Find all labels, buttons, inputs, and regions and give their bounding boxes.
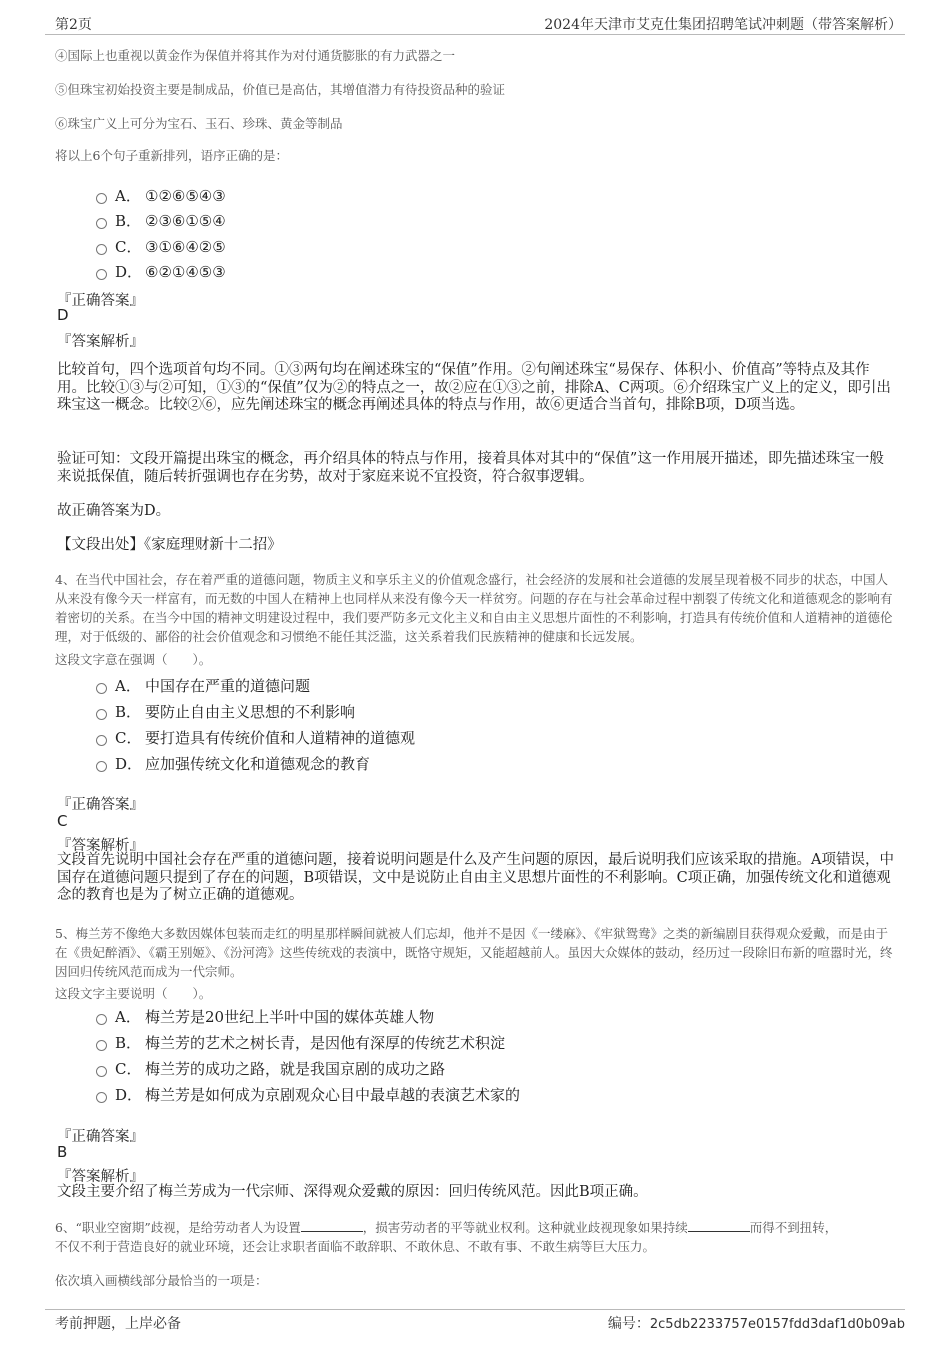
option-text: 梅兰芳的成功之路，就是我国京剧的成功之路 xyxy=(145,1060,446,1078)
q5-answer: B xyxy=(57,1143,68,1161)
q3-statement-4: ④国际上也重视以黄金作为保值并将其作为对付通货膨胀的有力武器之一 xyxy=(55,48,456,63)
radio-icon[interactable] xyxy=(96,269,107,280)
radio-icon[interactable] xyxy=(96,735,107,746)
q3-option-d[interactable] xyxy=(96,261,226,282)
option-letter: A． xyxy=(115,677,141,695)
document-code xyxy=(608,1313,905,1333)
option-letter: D． xyxy=(115,1086,143,1104)
q5-option-c[interactable] xyxy=(96,1058,445,1079)
option-text: ①②⑥⑤④③ xyxy=(145,187,226,205)
q5-analysis: 文段主要介绍了梅兰芳成为一代宗师、深得观众爱戴的原因：回归传统风范。因此B项正确。 xyxy=(57,1184,648,1200)
q3-source: 【文段出处】《家庭理财新十二招》 xyxy=(57,537,282,553)
footer-divider xyxy=(45,1309,905,1310)
fill-blank-1[interactable] xyxy=(301,1219,363,1232)
page-number: 第2页 xyxy=(55,17,92,33)
radio-icon[interactable] xyxy=(96,244,107,255)
option-text: 梅兰芳是如何成为京剧观众心目中最卓越的表演艺术家的 xyxy=(145,1086,521,1104)
q4-analysis-label: 『答案解析』 xyxy=(57,838,144,854)
q3-option-a[interactable] xyxy=(96,185,226,206)
radio-icon[interactable] xyxy=(96,193,107,204)
q4-answer: C xyxy=(57,812,68,830)
q4-option-d[interactable] xyxy=(96,753,370,774)
q3-option-c[interactable] xyxy=(96,236,226,257)
q5-answer-label: 『正确答案』 xyxy=(57,1129,144,1145)
radio-icon[interactable] xyxy=(96,1092,107,1103)
q6-stem-part-3: 而得不到扭转， xyxy=(749,1220,838,1235)
q4-analysis: 文段首先说明中国社会存在严重的道德问题，接着说明问题是什么及产生问题的原因，最后说明我们应该采取的措施。A项错误，中国存在道德问题只提到了存在的问题，B项错误，文中是说防止自由主义思想片面性的不利影响。C项正确，加强传统文化和道德观念的教育也是为了树立正确的道德观。 xyxy=(57,852,894,903)
option-text: 中国存在严重的道德问题 xyxy=(145,677,311,695)
option-text: 应加强传统文化和道德观念的教育 xyxy=(145,755,371,773)
q3-prompt: 将以上6个句子重新排列，语序正确的是： xyxy=(55,148,288,163)
option-letter: D． xyxy=(115,263,143,281)
q5-option-b[interactable] xyxy=(96,1032,505,1053)
q6-stem xyxy=(55,1218,900,1256)
q4-answer-label: 『正确答案』 xyxy=(57,797,144,813)
q6-prompt: 依次填入画横线部分最恰当的一项是： xyxy=(55,1273,268,1288)
document-code-label: 编号： xyxy=(607,1316,650,1332)
q3-statement-6: ⑥珠宝广义上可分为宝石、玉石、珍珠、黄金等制品 xyxy=(55,116,343,131)
q3-option-b[interactable] xyxy=(96,210,226,231)
q5-prompt: 这段文字主要说明（ ）。 xyxy=(55,986,212,1001)
option-letter: C． xyxy=(115,238,142,256)
option-letter: B． xyxy=(115,1034,142,1052)
q4-prompt: 这段文字意在强调（ ）。 xyxy=(55,652,212,667)
q5-option-a[interactable] xyxy=(96,1006,434,1027)
q6-stem-part-1: 6、“职业空窗期”歧视，是给劳动者人为设置 xyxy=(55,1220,301,1235)
option-letter: A． xyxy=(115,187,141,205)
q3-answer: D xyxy=(57,306,69,324)
q4-option-b[interactable] xyxy=(96,701,355,722)
option-letter: D． xyxy=(115,755,143,773)
q3-analysis-paragraph-1: 比较首句，四个选项首句均不同。①③两句均在阐述珠宝的“保值”作用。②句阐述珠宝“易保存、体积小、价值高”等特点及其作用。比较①③与②可知，①③的“保值”仅为②的特点之一，故②应在①③之前，排除A、C两项。⑥介绍珠宝广义上的定义，即引出珠宝这一概念。比较②⑥，应先阐述珠宝的概念再阐述具体的特点与作用，故⑥更适合当首句，排除B项，D项当选。 xyxy=(57,362,891,413)
option-letter: C． xyxy=(115,1060,142,1078)
q3-analysis-paragraph-2: 验证可知：文段开篇提出珠宝的概念，再介绍具体的特点与作用，接着具体对其中的“保值”这一作用展开描述，即先描述珠宝一般来说抵保值，随后转折强调也存在劣势，故对于家庭来说不宜投资，符合叙事逻辑。 xyxy=(57,451,884,485)
document-code-value: 2c5db2233757e0157fdd3daf1d0b09ab xyxy=(649,1317,905,1332)
radio-icon[interactable] xyxy=(96,1040,107,1051)
q5-analysis-label: 『答案解析』 xyxy=(57,1169,144,1185)
radio-icon[interactable] xyxy=(96,709,107,720)
q3-statement-5: ⑤但珠宝初始投资主要是制成品，价值已是高估，其增值潜力有待投资品种的验证 xyxy=(55,82,506,97)
q4-option-c[interactable] xyxy=(96,727,415,748)
option-text: ⑥②①④⑤③ xyxy=(145,263,226,281)
fill-blank-2[interactable] xyxy=(688,1219,750,1232)
option-text: 梅兰芳是20世纪上半叶中国的媒体英雄人物 xyxy=(145,1008,435,1026)
option-text: ③①⑥④②⑤ xyxy=(145,238,226,256)
option-letter: A． xyxy=(115,1008,141,1026)
option-text: 要防止自由主义思想的不利影响 xyxy=(145,703,356,721)
q5-stem: 5、梅兰芳不像绝大多数因媒体包装而走红的明星那样瞬间就被人们忘却，他并不是因《一缕麻》、《牢狱鸳鸯》之类的新编剧目获得观众爱戴，而是由于在《贵妃醉酒》、《霸王别姬》、《汾河湾》这些传统戏的表演中，既恪守规矩，又能超越前人。虽因大众媒体的鼓动，经历过一段除旧布新的喧嚣时光，终因回归传统风范而成为一代宗师。 xyxy=(55,926,893,979)
q6-stem-part-4: 不仅不利于营造良好的就业环境，还会让求职者面临不敢辞职、不敢休息、不敢有事、不敢生病等巨大压力。 xyxy=(55,1239,656,1254)
q6-stem-part-2: ，损害劳动者的平等就业权利。这种就业歧视现象如果持续 xyxy=(362,1220,688,1235)
option-text: 要打造具有传统价值和人道精神的道德观 xyxy=(145,729,416,747)
q3-answer-label: 『正确答案』 xyxy=(57,293,144,309)
q4-stem: 4、在当代中国社会，存在着严重的道德问题，物质主义和享乐主义的价值观念盛行，社会经济的发展和社会道德的发展呈现着极不同步的状态，中国人从来没有像今天一样富有，而无数的中国人在精神上也同样从来没有像今天一样贫穷。问题的存在与社会革命过程中割裂了传统文化和道德观念的影响有着密切的关系。在当今中国的精神文明建设过程中，我们要严防多元文化主义和自由主义思想片面性的不利影响，打造具有传统价值和人道精神的道德伦理，对于低级的、鄙俗的社会价值观念和习惯绝不能任其泛滥，这关系着我们民族精神的健康和长远发展。 xyxy=(55,572,893,644)
radio-icon[interactable] xyxy=(96,218,107,229)
option-letter: C． xyxy=(115,729,142,747)
header-divider xyxy=(45,34,905,35)
option-text: 梅兰芳的艺术之树长青，是因他有深厚的传统艺术积淀 xyxy=(145,1034,506,1052)
document-title: 2024年天津市艾克仕集团招聘笔试冲刺题（带答案解析） xyxy=(544,17,902,33)
option-text: ②③⑥①⑤④ xyxy=(145,212,226,230)
q3-analysis-label: 『答案解析』 xyxy=(57,334,144,350)
option-letter: B． xyxy=(115,212,142,230)
option-letter: B． xyxy=(115,703,142,721)
q5-option-d[interactable] xyxy=(96,1084,520,1105)
radio-icon[interactable] xyxy=(96,761,107,772)
radio-icon[interactable] xyxy=(96,1066,107,1077)
q4-option-a[interactable] xyxy=(96,675,310,696)
q3-analysis-conclusion: 故正确答案为D。 xyxy=(57,503,171,519)
radio-icon[interactable] xyxy=(96,683,107,694)
radio-icon[interactable] xyxy=(96,1014,107,1025)
footer-slogan: 考前押题，上岸必备 xyxy=(55,1316,181,1332)
